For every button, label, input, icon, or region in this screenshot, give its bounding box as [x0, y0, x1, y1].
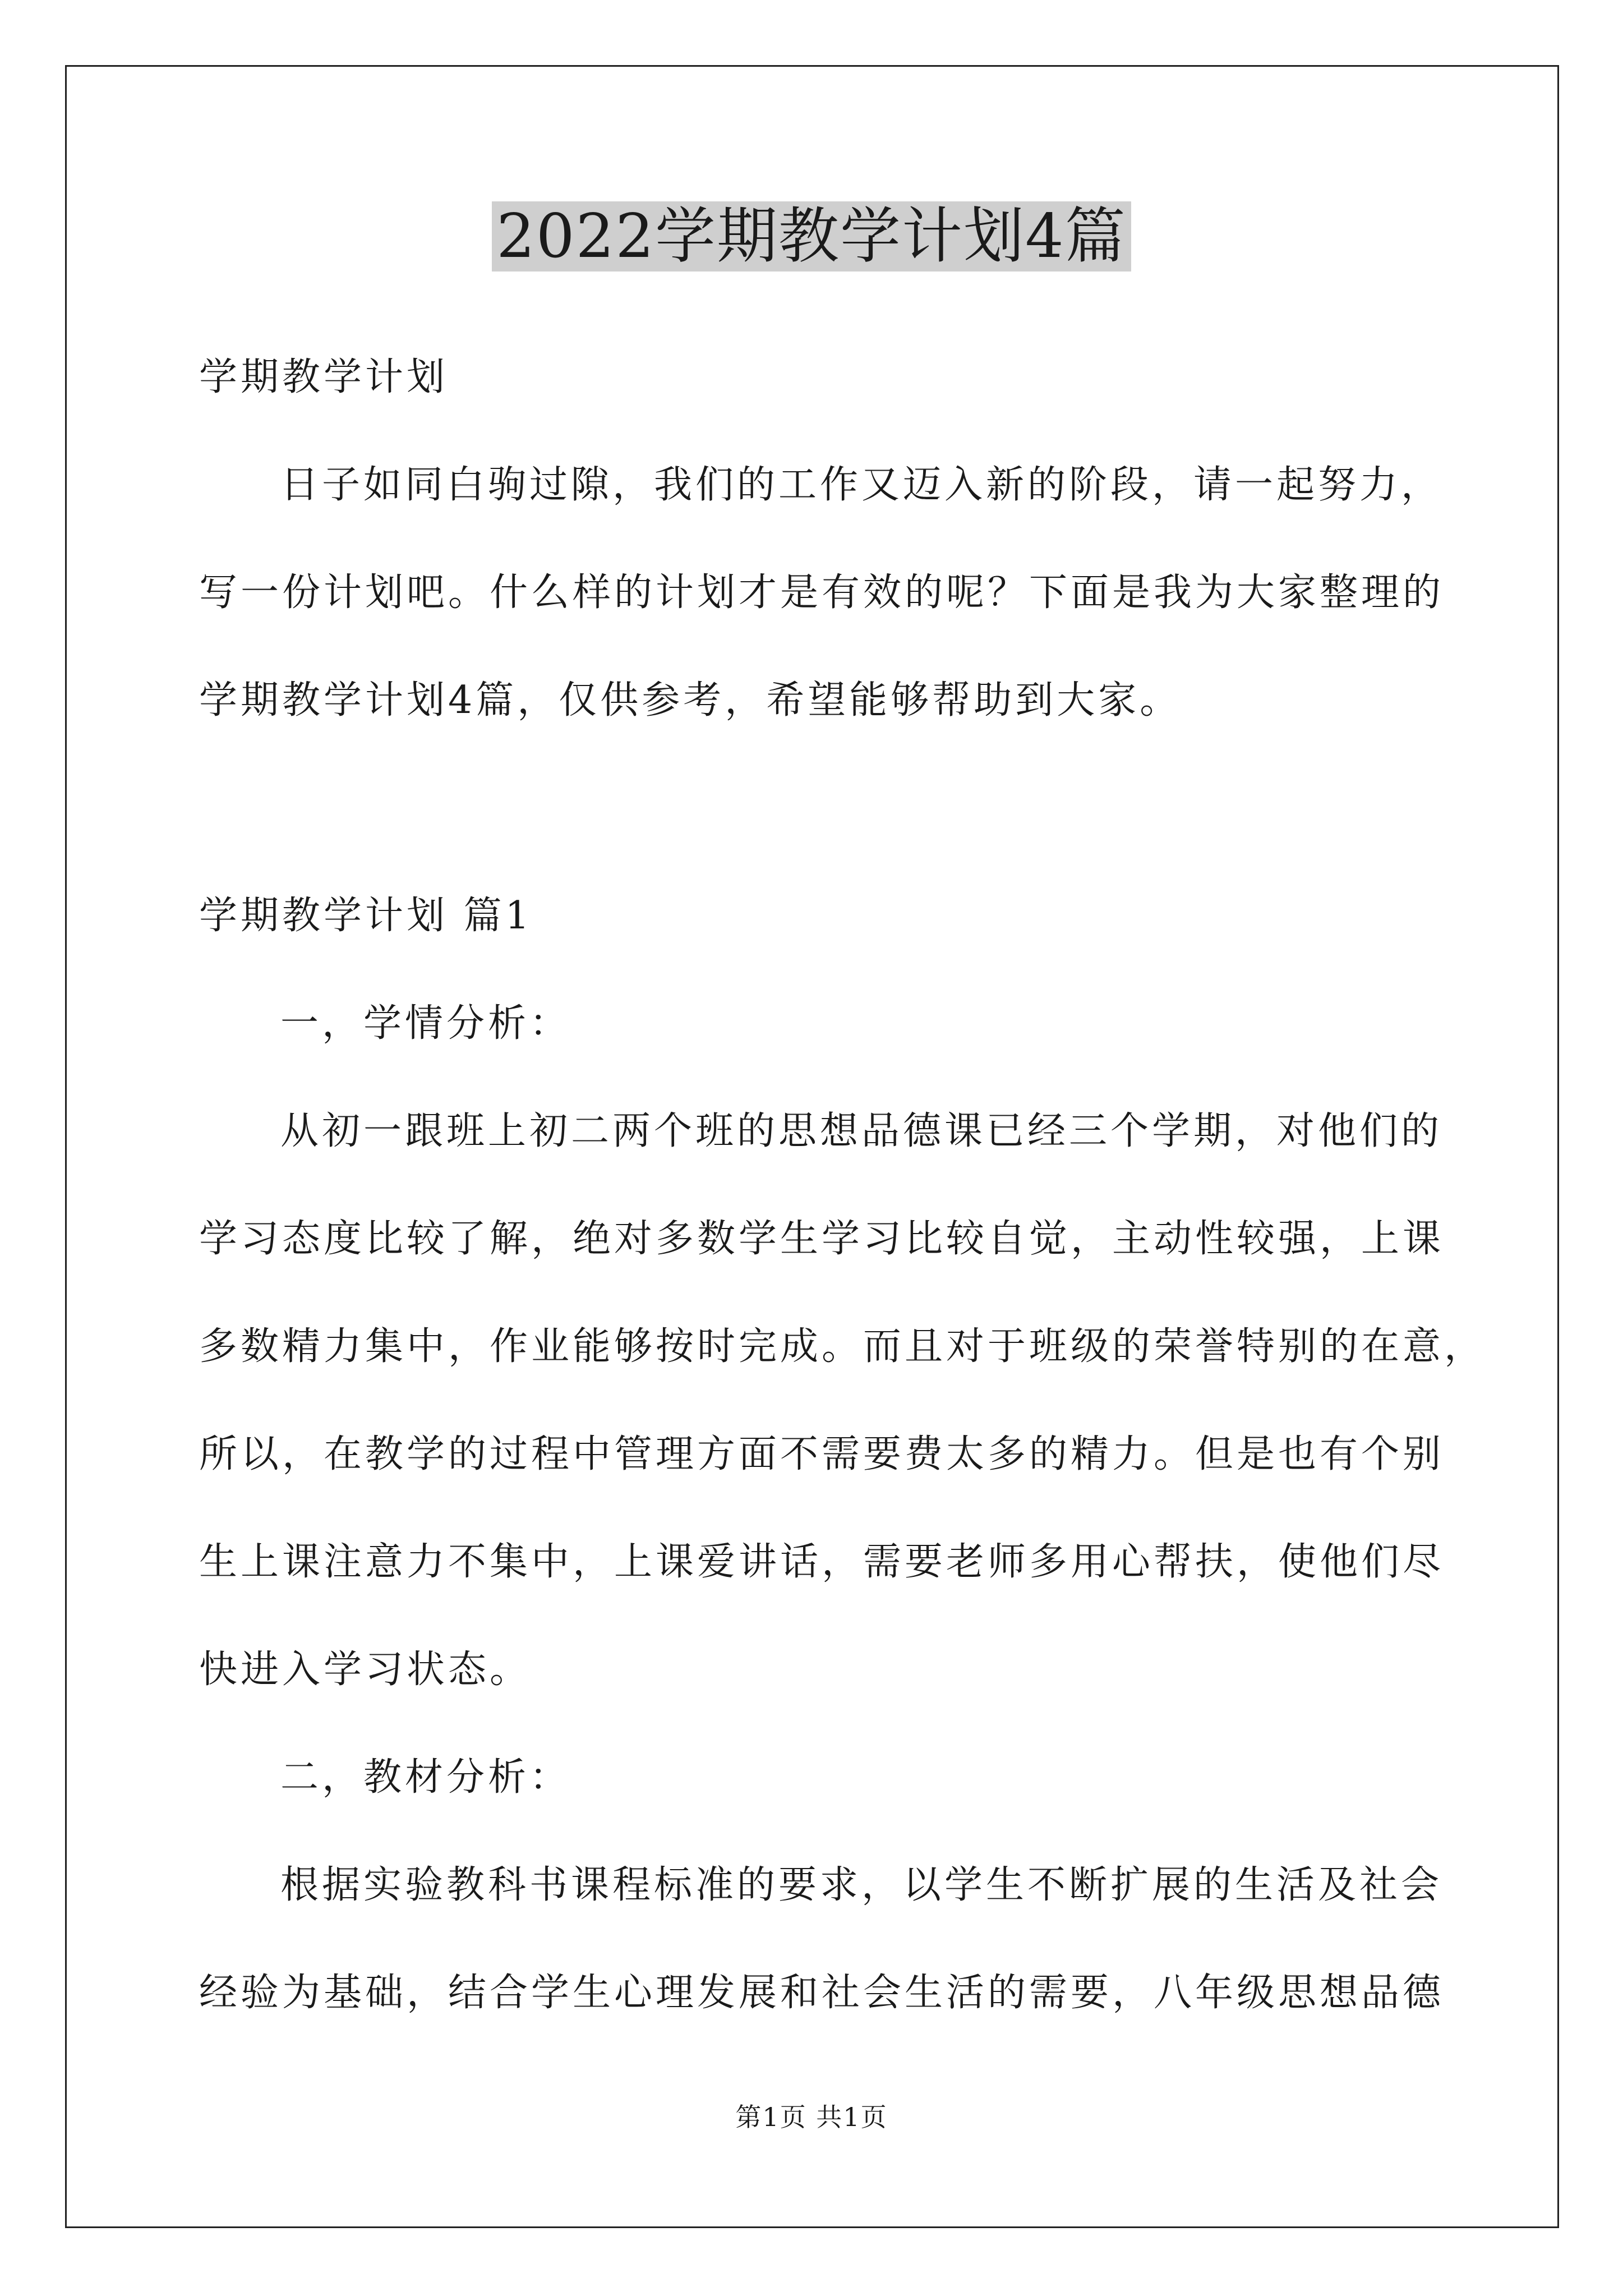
part1-line: 快进入学习状态。 [199, 1648, 532, 1692]
document-subtitle: 学期教学计划 [199, 355, 449, 399]
part1-line: 多数精力集中，作业能够按时完成。而且对于班级的荣誉特别的在意， [199, 1324, 1486, 1369]
part1-line: 从初一跟班上初二两个班的思想品德课已经三个学期，对他们的 [280, 1109, 1443, 1153]
part1-line: 学习态度比较了解，绝对多数学生学习比较自觉，主动性较强，上课 [199, 1217, 1445, 1261]
part2-line: 经验为基础，结合学生心理发展和社会生活的需要，八年级思想品德 [199, 1971, 1445, 2015]
part2-heading: 二，教材分析： [280, 1755, 571, 1800]
part1-line: 生上课注意力不集中，上课爱讲话，需要老师多用心帮扶，使他们尽 [199, 1540, 1445, 1584]
document-title [0, 197, 1623, 276]
intro-line: 日子如同白驹过隙，我们的工作又迈入新的阶段，请一起努力， [280, 463, 1443, 507]
part1-heading: 一，学情分析： [280, 1001, 571, 1046]
intro-line: 学期教学计划4篇，仅供参考，希望能够帮助到大家。 [199, 678, 1182, 723]
part2-line: 根据实验教科书课程标准的要求，以学生不断扩展的生活及社会 [280, 1863, 1443, 1907]
title-text: 2022学期教学计划4篇 [492, 201, 1131, 272]
page-footer: 第1页 共1页 [735, 2102, 888, 2132]
section-heading: 学期教学计划 篇1 [199, 894, 533, 938]
part1-line: 所以，在教学的过程中管理方面不需要费太多的精力。但是也有个别 [199, 1432, 1445, 1476]
intro-line: 写一份计划吧。什么样的计划才是有效的呢？下面是我为大家整理的 [199, 570, 1445, 615]
